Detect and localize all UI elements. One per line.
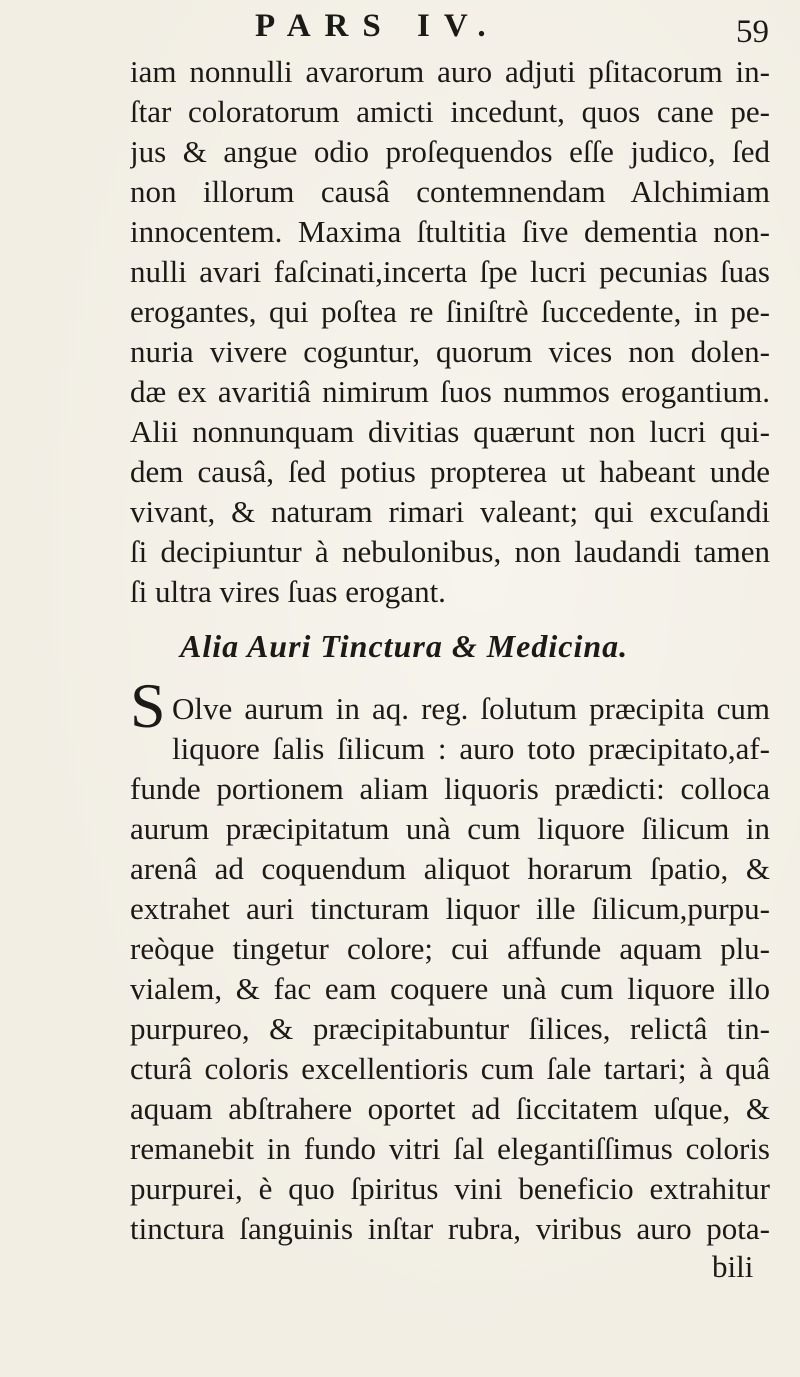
text-line: reòque tingetur colore; cui affunde aquam plu- — [130, 931, 770, 966]
text-line: non illorum causâ contemnendam Alchimiam — [130, 174, 770, 209]
text-line: jus & angue odio proſequendos eſſe judico, ſed — [130, 134, 770, 169]
text-line: dem causâ, ſed potius propterea ut habeant unde — [130, 454, 770, 489]
page-number: 59 — [736, 14, 769, 50]
text-line: innocentem. Maxima ſtultitia ſive dementia non- — [130, 214, 770, 249]
text-line: liquore ſalis ſilicum : auro toto præcipitato,af- — [172, 731, 770, 766]
running-title: PARS IV. — [255, 8, 500, 44]
catchword: bili — [712, 1249, 754, 1284]
text-line: aquam abſtrahere oportet ad ſiccitatem uſque, & — [130, 1091, 770, 1126]
text-line: vialem, & fac eam coquere unà cum liquore illo — [130, 971, 770, 1006]
text-line: Alii nonnunquam divitias quærunt non lucri qui- — [130, 414, 770, 449]
text-line: ſi decipiuntur à nebulonibus, non laudandi tamen — [130, 534, 770, 569]
text-line: nulli avari faſcinati,incerta ſpe lucri pecunias ſuas — [130, 254, 770, 289]
text-line: erogantes, qui poſtea re ſiniſtrè ſuccedente, in pe- — [130, 294, 770, 329]
drop-cap: S — [130, 670, 166, 741]
text-line: vivant, & naturam rimari valeant; qui excuſandi — [130, 494, 770, 529]
text-line: dæ ex avaritiâ nimirum ſuos nummos erogantium. — [130, 374, 770, 409]
text-line: nuria vivere coguntur, quorum vices non dolen- — [130, 334, 770, 369]
text-line: iam nonnulli avarorum auro adjuti pſitacorum in- — [130, 54, 770, 89]
section-heading: Alia Auri Tinctura & Medicina. — [180, 628, 629, 664]
text-line: purpurei, è quo ſpiritus vini beneficio extrahitur — [130, 1171, 770, 1206]
text-line: ſtar coloratorum amicti incedunt, quos cane pe- — [130, 94, 770, 129]
text-line: extrahet auri tincturam liquor ille ſilicum,purpu- — [130, 891, 770, 926]
text-line: remanebit in fundo vitri ſal elegantiſſimus coloris — [130, 1131, 770, 1166]
text-line: tinctura ſanguinis inſtar rubra, viribus auro pota- — [130, 1211, 770, 1246]
text-line: arenâ ad coquendum aliquot horarum ſpatio, & — [130, 851, 770, 886]
text-line: funde portionem aliam liquoris prædicti: colloca — [130, 771, 770, 806]
text-line: purpureo, & præcipitabuntur ſilices, relictâ tin- — [130, 1011, 770, 1046]
text-line: Olve aurum in aq. reg. ſolutum præcipita cum — [172, 691, 770, 726]
text-line: ſi ultra vires ſuas erogant. — [130, 574, 446, 609]
text-line: aurum præcipitatum unà cum liquore ſilicum in — [130, 811, 770, 846]
text-line: cturâ coloris excellentioris cum ſale tartari; à quâ — [130, 1051, 770, 1086]
running-head — [0, 8, 800, 48]
